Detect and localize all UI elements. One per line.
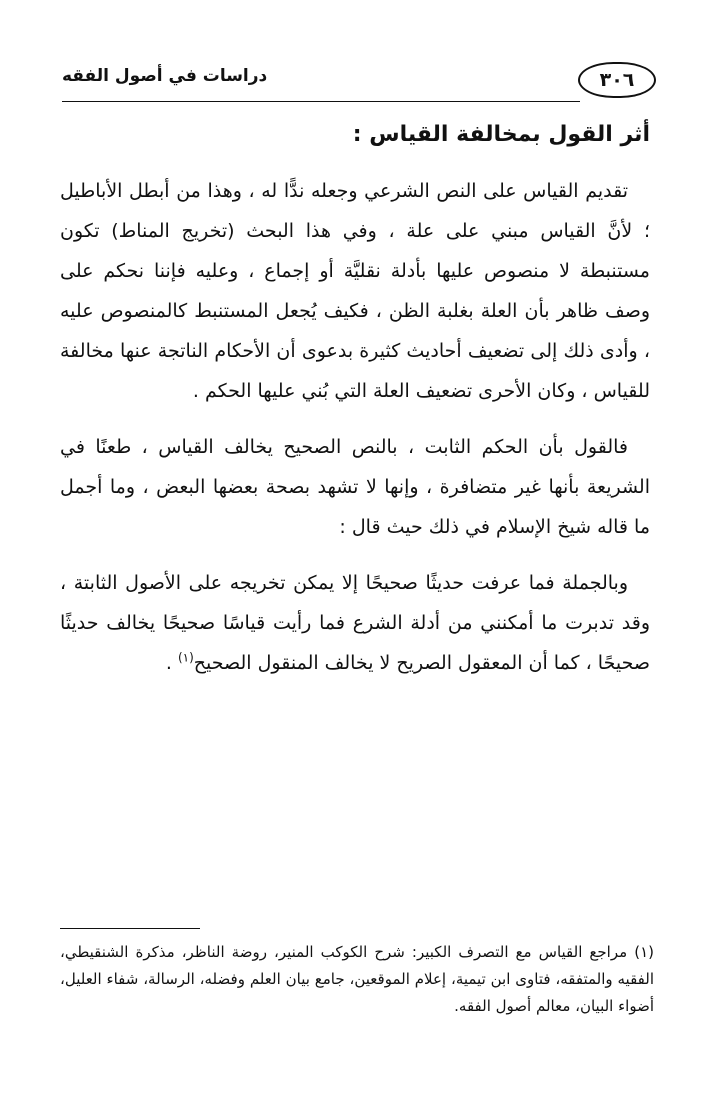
page-header: [62, 62, 656, 102]
section-heading: أثر القول بمخالفة القياس :: [352, 122, 650, 147]
main-content: [60, 118, 650, 699]
page-number: ٣٠٦: [599, 69, 635, 91]
page-number-badge: [578, 62, 656, 98]
paragraph-2: فالقول بأن الحكم الثابت ، بالنص الصحيح يخالف القياس ، طعنًا في الشريعة بأنها غير متضافرة ، وإنها لا تشهد بصحة بعضها البعض ، وما أجمل ما قاله شيخ الإسلام في ذلك حيث قال :: [60, 436, 650, 538]
footnote-area: [60, 928, 654, 1020]
quote-paragraph: [60, 563, 650, 683]
footnote-text: (١) مراجع القياس مع التصرف الكبير: شرح الكوكب المنير، روضة الناظر، مذكرة الشنقيطي، الفقيه والمتفقه، فتاوى ابن تيمية، إعلام الموقعين، جامع بيان العلم وفضله، الرسالة، شفاء العليل، أضواء البيان، معالم أصول الفقه.: [60, 943, 654, 1015]
running-title: دراسات في أصول الفقه: [62, 66, 268, 86]
quote-ending: .: [165, 652, 178, 674]
quote-text: وبالجملة فما عرفت حديثًا صحيحًا إلا يمكن تخريجه على الأصول الثابتة ، وقد تدبرت ما أمكنني من أدلة الشرع فما رأيت قياسًا صحيحًا يخالف حديثًا صحيحًا ، كما أن المعقول الصريح لا يخالف المنقول الصحيح: [60, 572, 650, 674]
header-rule: [62, 101, 580, 102]
footnote-reference: (١): [177, 650, 194, 665]
footnote-rule: [60, 928, 200, 929]
paragraph-1: تقديم القياس على النص الشرعي وجعله ندًّا له ، وهذا من أبطل الأباطيل ؛ لأنَّ القياس مبني على علة ، وفي هذا البحث (تخريج المناط) تكون مستنبطة لا منصوص عليها بأدلة نقليَّة أو إجماع ، وعليه فإننا نحكم على وصف ظاهر بأن العلة بغلبة الظن ، فكيف يُجعل المستنبط كالمنصوص عليه ، وأدى ذلك إلى تضعيف أحاديث كثيرة بدعوى أن الأحكام الناتجة عنها مخالفة للقياس ، وكان الأحرى تضعيف العلة التي بُني عليها الحكم .: [60, 180, 650, 402]
